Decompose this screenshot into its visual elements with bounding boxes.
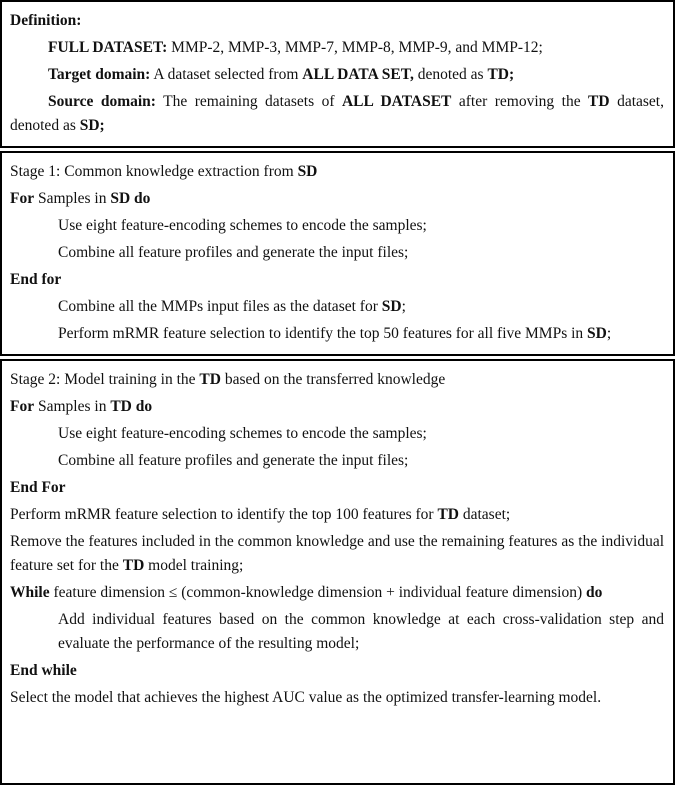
definition-section	[0, 0, 675, 148]
plain-text: ;	[401, 298, 406, 315]
pseudocode-line	[10, 368, 664, 392]
keyword-text: TD	[199, 371, 221, 388]
pseudocode-line	[10, 422, 664, 446]
plain-text: Samples in	[34, 398, 111, 415]
plain-text: dataset;	[458, 506, 511, 523]
plain-text: Remove the features included in the common knowledge and use the remaining features as the individual feature set for the	[10, 533, 664, 574]
plain-text: based on the transferred knowledge	[220, 371, 446, 388]
keyword-text: TD	[122, 557, 145, 574]
plain-text: feature dimension ≤ (common-knowledge dimension + individual feature dimension)	[49, 584, 586, 601]
keyword-text: End for	[10, 271, 62, 288]
keyword-text: SD	[381, 298, 402, 315]
plain-text: dataset, denoted as	[10, 93, 664, 134]
pseudocode-line	[10, 9, 664, 33]
keyword-text: TD	[437, 506, 459, 523]
plain-text: Use eight feature-encoding schemes to encode the samples;	[58, 217, 427, 234]
pseudocode-line	[10, 686, 664, 710]
pseudocode-line	[10, 268, 664, 292]
keyword-text: TD	[110, 398, 132, 415]
keyword-text: do	[134, 190, 151, 207]
stage1-section	[0, 151, 675, 356]
plain-text: Stage 1: Common knowledge extraction from	[10, 163, 298, 180]
keyword-text: SD	[297, 163, 318, 180]
pseudocode-line	[10, 449, 664, 473]
pseudocode-line	[10, 214, 664, 238]
plain-text: Add individual features based on the common knowledge at each cross-validation step and evaluate the performance of the resulting model;	[58, 611, 664, 652]
keyword-text: SD	[587, 325, 607, 342]
plain-text: Combine all the MMPs input files as the dataset for	[58, 298, 382, 315]
plain-text: model training;	[144, 557, 244, 574]
stage2-section	[0, 359, 675, 785]
keyword-text: For	[10, 398, 35, 415]
pseudocode-line	[10, 63, 664, 87]
plain-text: A dataset selected from	[150, 66, 303, 83]
pseudocode-line	[10, 90, 664, 138]
keyword-text: End For	[10, 479, 66, 496]
keyword-text: FULL DATASET:	[48, 39, 168, 56]
pseudocode-line	[10, 160, 664, 184]
keyword-text: TD;	[487, 66, 515, 83]
keyword-text: SD;	[79, 117, 105, 134]
plain-text: denoted as	[413, 66, 488, 83]
pseudocode-line	[10, 581, 664, 605]
plain-text: Combine all feature profiles and generate the input files;	[58, 244, 409, 261]
pseudocode-line	[10, 322, 664, 346]
plain-text: Use eight feature-encoding schemes to encode the samples;	[58, 425, 427, 442]
pseudocode-line	[10, 36, 664, 60]
keyword-text: End while	[10, 662, 77, 679]
pseudocode-line	[10, 503, 664, 527]
pseudocode-line	[10, 608, 664, 656]
pseudocode-line	[10, 187, 664, 211]
plain-text: Select the model that achieves the highest AUC value as the optimized transfer-learning model.	[10, 689, 602, 706]
plain-text: after removing the	[451, 93, 589, 110]
keyword-text: Definition:	[10, 12, 82, 29]
plain-text: Samples in	[34, 190, 111, 207]
keyword-text: While	[10, 584, 50, 601]
pseudocode-line	[10, 241, 664, 265]
plain-text: ;	[606, 325, 612, 342]
plain-text: Stage 2: Model training in the	[10, 371, 200, 388]
pseudocode-line	[10, 295, 664, 319]
keyword-text: TD	[588, 93, 610, 110]
plain-text: Perform mRMR feature selection to identify the top 100 features for	[10, 506, 438, 523]
keyword-text: do	[586, 584, 603, 601]
keyword-text: ALL DATA SET,	[302, 66, 414, 83]
plain-text: Perform mRMR feature selection to identify the top 50 features for all five MMPs in	[58, 325, 588, 342]
keyword-text: SD	[110, 190, 131, 207]
plain-text: The remaining datasets of	[155, 93, 342, 110]
keyword-text: Target domain:	[48, 66, 151, 83]
plain-text: MMP-2, MMP-3, MMP-7, MMP-8, MMP-9, and MMP-12;	[167, 39, 543, 56]
keyword-text: do	[135, 398, 153, 415]
plain-text: Combine all feature profiles and generate the input files;	[58, 452, 409, 469]
pseudocode-line	[10, 530, 664, 578]
pseudocode-line	[10, 659, 664, 683]
keyword-text: Source domain:	[48, 93, 156, 110]
pseudocode-line	[10, 476, 664, 500]
keyword-text: For	[10, 190, 35, 207]
keyword-text: ALL DATASET	[341, 93, 452, 110]
pseudocode-line	[10, 395, 664, 419]
